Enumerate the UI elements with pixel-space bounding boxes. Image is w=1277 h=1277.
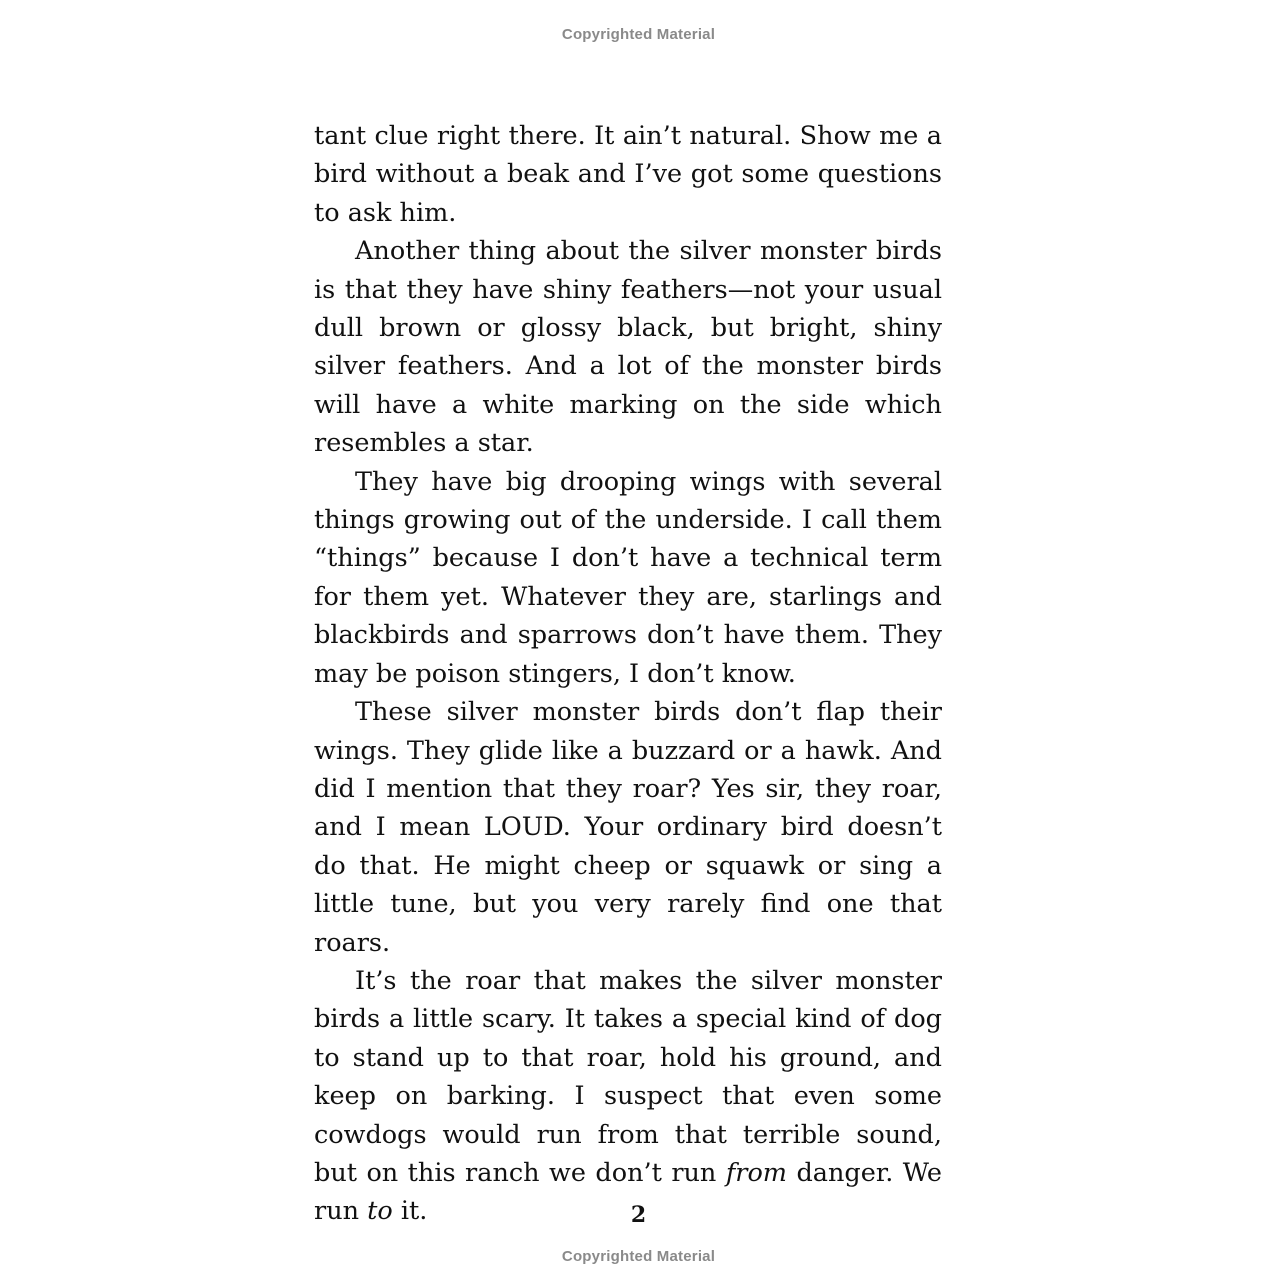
emphasis-from: from <box>725 1157 787 1188</box>
emphasis-to: to <box>367 1196 393 1227</box>
paragraph-3: They have big drooping wings with several things growing out of the underside. I call them “things” because I don’t have a technical term for them yet. Whatever they are, starlings and blackbirds and sparrows don’t have them. They may be poison stingers, I don’t know. <box>314 466 942 689</box>
copyright-watermark-top: Copyrighted Material <box>561 26 716 43</box>
paragraph-5-text-a: It’s the roar that makes the silver monster birds a little scary. It takes a special kind of dog to stand up to that roar, hold his ground, and keep on barking. I suspect that even some cowdogs would run from that terrible sound, but on this ranch we don’t run <box>314 965 942 1188</box>
paragraph-1: tant clue right there. It ain’t natural. Show me a bird without a beak and I’ve got some questions to ask him. <box>314 121 942 228</box>
copyright-watermark-bottom: Copyrighted Material <box>561 1248 716 1265</box>
paragraph-5 <box>314 962 942 1231</box>
paragraph-5-text-c: it. <box>392 1196 428 1227</box>
paragraph-5-text-b: danger. We run <box>314 1157 942 1227</box>
page-body-text <box>314 117 942 1231</box>
paragraph-4: These silver monster birds don’t flap their wings. They glide like a buzzard or a hawk. And did I mention that they roar? Yes sir, they roar, and I mean LOUD. Your ordinary bird doesn’t do that. He might cheep or squawk or sing a little tune, but you very rarely find one that roars. <box>314 697 942 958</box>
paragraph-2: Another thing about the silver monster birds is that they have shiny feathers—not your usual dull brown or glossy black, but bright, shiny silver feathers. And a lot of the monster birds will have a white marking on the side which resembles a star. <box>314 236 942 459</box>
page-number: 2 <box>630 1202 647 1228</box>
